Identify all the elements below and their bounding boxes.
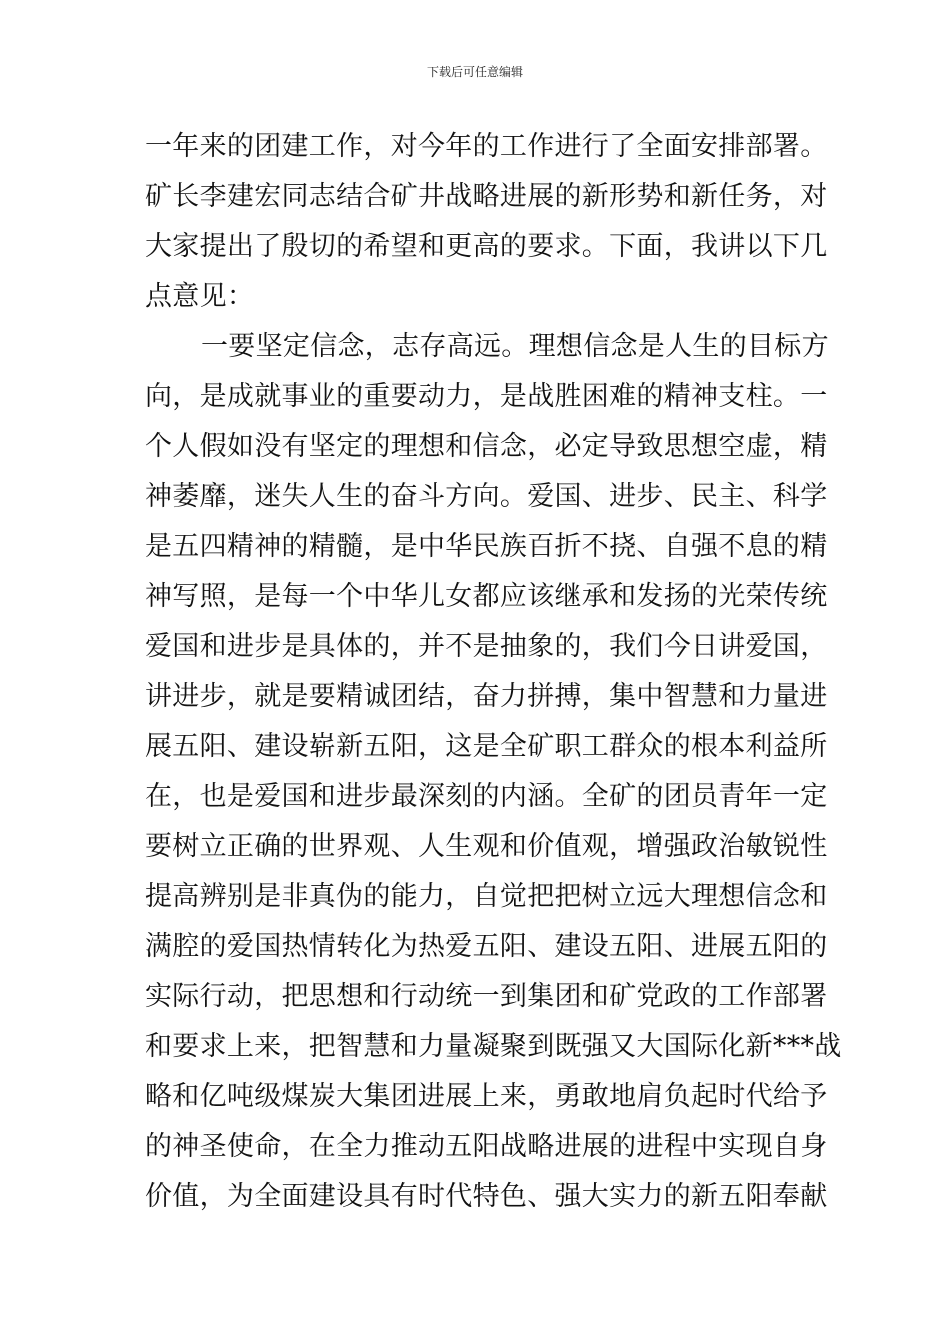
text-line: 的神圣使命，在全力推动五阳战略进展的进程中实现自身: [145, 1131, 828, 1162]
text-line: 点意见：: [145, 281, 255, 312]
text-line: 向，是成就事业的重要动力，是战胜困难的精神支柱。一: [145, 381, 828, 412]
body-text: [145, 122, 842, 1222]
page-header: 下载后可任意编辑: [426, 65, 523, 79]
text-line: 神写照，是每一个中华儿女都应该继承和发扬的光荣传统: [145, 581, 828, 612]
text-line: 实际行动，把思想和行动统一到集团和矿党政的工作部署: [145, 981, 828, 1012]
text-line: 爱国和进步是具体的，并不是抽象的，我们今日讲爱国，: [145, 631, 828, 662]
text-line: 一年来的团建工作，对今年的工作进行了全面安排部署。: [145, 131, 828, 162]
text-line: 满腔的爱国热情转化为热爱五阳、建设五阳、进展五阳的: [145, 931, 828, 962]
text-line: 和要求上来，把智慧和力量凝聚到既强又大国际化新***战: [145, 1031, 842, 1062]
text-line: 个人假如没有坚定的理想和信念，必定导致思想空虚，精: [145, 431, 828, 462]
text-line: 是五四精神的精髓，是中华民族百折不挠、自强不息的精: [145, 531, 828, 562]
text-line: 提高辨别是非真伪的能力，自觉把把树立远大理想信念和: [145, 881, 828, 912]
text-line: 略和亿吨级煤炭大集团进展上来，勇敢地肩负起时代给予: [145, 1081, 828, 1112]
text-line: 在，也是爱国和进步最深刻的内涵。全矿的团员青年一定: [145, 781, 828, 812]
text-line: 大家提出了殷切的希望和更高的要求。下面，我讲以下几: [145, 231, 828, 262]
text-line: 价值，为全面建设具有时代特色、强大实力的新五阳奉献: [145, 1181, 828, 1212]
text-line: 展五阳、建设崭新五阳，这是全矿职工群众的根本利益所: [145, 731, 828, 762]
text-line: 讲进步，就是要精诚团结，奋力拼搏，集中智慧和力量进: [145, 681, 828, 712]
text-line: 矿长李建宏同志结合矿井战略进展的新形势和新任务，对: [145, 181, 828, 212]
paragraph-first-line: 一要坚定信念，志存高远。理想信念是人生的目标方: [201, 331, 829, 362]
text-line: 神萎靡，迷失人生的奋斗方向。爱国、进步、民主、科学: [145, 481, 828, 512]
text-line: 要树立正确的世界观、人生观和价值观，增强政治敏锐性: [145, 831, 828, 862]
